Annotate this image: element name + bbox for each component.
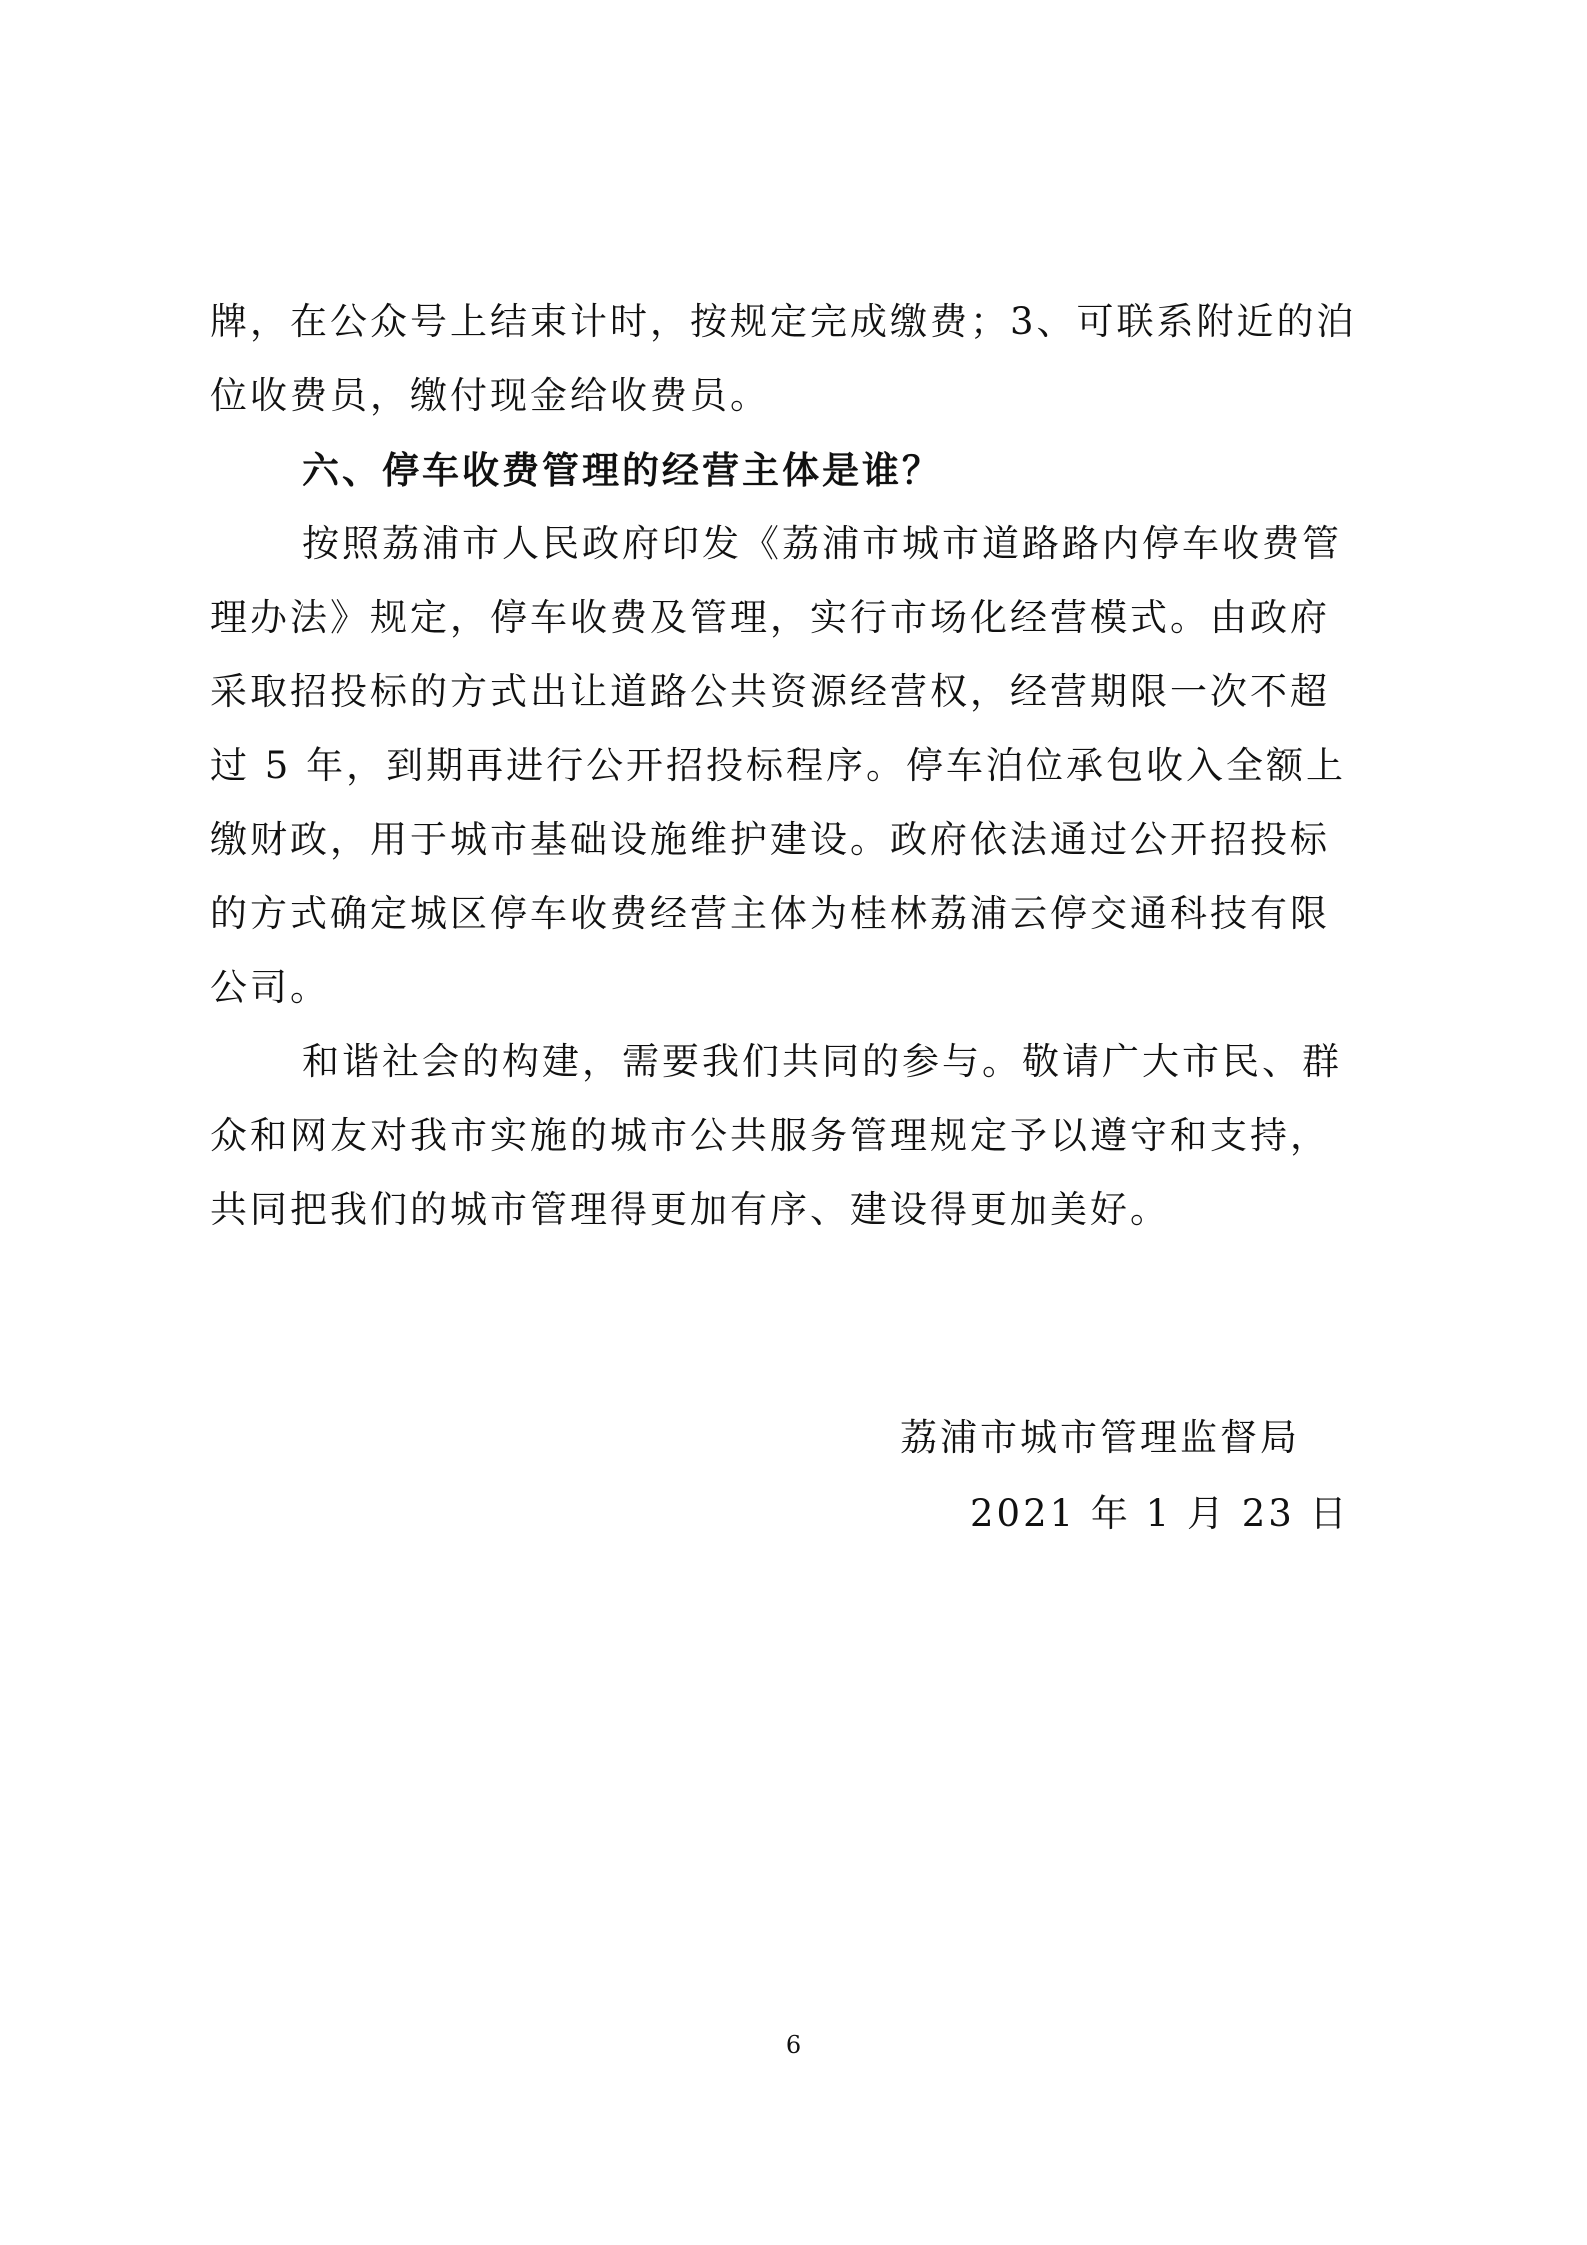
- text-line: 共同把我们的城市管理得更加有序、建设得更加美好。: [210, 1188, 1170, 1231]
- document-body: [210, 285, 1395, 1247]
- text-line: 公司。: [210, 966, 330, 1009]
- signature-date: 2021 年 1 月 23 日: [970, 1492, 1350, 1535]
- text-line: 理办法》规定，停车收费及管理，实行市场化经营模式。由政府: [210, 596, 1330, 639]
- continuation-paragraph: [210, 285, 1395, 433]
- closing-paragraph: [210, 1025, 1395, 1247]
- text-line: 过 5 年，到期再进行公开招投标程序。停车泊位承包收入全额上: [210, 744, 1347, 787]
- page-number: 6: [785, 2031, 802, 2059]
- text-line: 采取招投标的方式出让道路公共资源经营权，经营期限一次不超: [210, 670, 1330, 713]
- text-line: 众和网友对我市实施的城市公共服务管理规定予以遵守和支持，: [210, 1114, 1330, 1157]
- text-line: 缴财政，用于城市基础设施维护建设。政府依法通过公开招投标: [210, 818, 1330, 861]
- text-line: 和谐社会的构建，需要我们共同的参与。敬请广大市民、群: [302, 1040, 1342, 1083]
- section-heading: 六、停车收费管理的经营主体是谁？: [302, 448, 942, 492]
- signature-organization: 荔浦市城市管理监督局: [900, 1416, 1300, 1459]
- section-body-paragraph: [210, 507, 1395, 1025]
- text-line: 牌，在公众号上结束计时，按规定完成缴费；3、可联系附近的泊: [210, 300, 1357, 343]
- text-line: 的方式确定城区停车收费经营主体为桂林荔浦云停交通科技有限: [210, 892, 1330, 935]
- text-line: 按照荔浦市人民政府印发《荔浦市城市道路路内停车收费管: [302, 522, 1342, 565]
- signature-block: [900, 1400, 1380, 1552]
- text-line: 位收费员，缴付现金给收费员。: [210, 374, 770, 417]
